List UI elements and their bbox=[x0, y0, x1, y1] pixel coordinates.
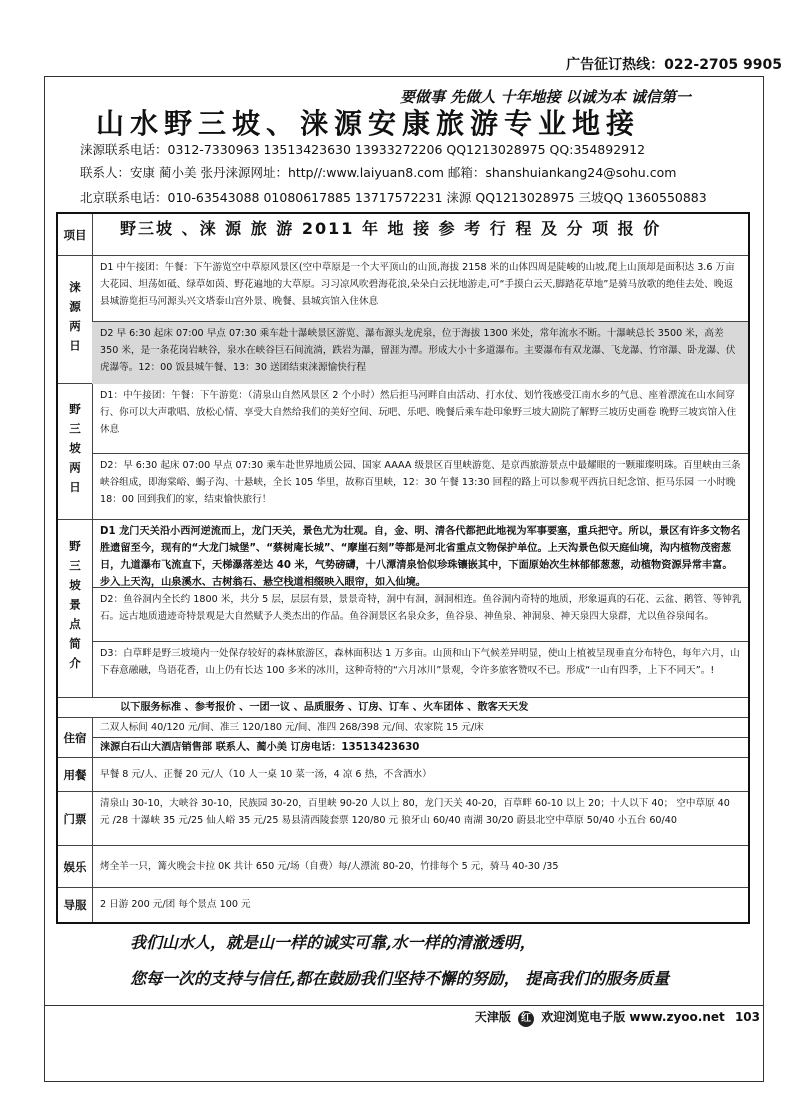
section-label: 涞源两日 bbox=[58, 256, 93, 383]
contact-line-3: 北京联系电话：010-63543088 01080617885 13717572231 涞源 QQ1213028975 三坡QQ 1360550883 bbox=[80, 190, 707, 205]
services-text: 以下服务标准 、参考报价 、一团一议 、品质服务 、订房、订车 、火车团体 、散客天天发 bbox=[120, 702, 529, 713]
page-footer bbox=[475, 1008, 760, 1027]
welcome-text: 欢迎浏览电子版 bbox=[541, 1010, 626, 1024]
contact-line-2: 联系人：安康 蔺小美 张丹涞源网址：http//:www.laiyuan8.com 邮箱：shanshuiankang24@sohu.com bbox=[80, 165, 677, 180]
divider bbox=[44, 1005, 764, 1006]
col-label: 项目 bbox=[58, 214, 93, 255]
contact-line-1: 涞源联系电话：0312-7330963 13513423630 13933272206 QQ1213028975 QQ:354892912 bbox=[80, 142, 646, 157]
footer-slogan-2: 您每一次的支持与信任,都在鼓励我们坚持不懈的努励， 提高我们的服务质量 bbox=[130, 969, 670, 988]
list-item: D2 早 6:30 起床 07:00 早点 07:30 乘车赴十瀑峡景区游览、瀑布源头龙虎泉，位于海拔 1300 米处，常年流水不断。十瀑峡总长 3500 米，高差 350 米，是一条花岗岩峡谷，泉水在峡谷巨石间流淌，跌岩为瀑，留涯为潭。形成大小十多道瀑布。主要瀑布有双龙瀑、飞龙瀑、竹帘瀑、卧龙瀑、伏虎瀑等。12：00 饭县城午餐、13：30 送团结束涞源愉快行程 bbox=[92, 322, 748, 384]
lodging-price: 二双人标间 40/120 元/间、准三 120/180 元/间、准四 268/398 元/间、农家院 15 元/床 bbox=[92, 718, 748, 738]
entertainment-label: 娱乐 bbox=[58, 846, 93, 887]
list-item: D1 龙门天关沿小西河逆流而上，龙门天关，景色尤为壮观。自，金、明、清各代都把此地视为军事要塞，重兵把守。所以，景区有许多文物名胜遗留至今，现有的“大龙门城堡”、“蔡树庵长城”、“摩崖石刻”等都是河北省重点文物保护单位。上天沟景色似天庭仙境，沟内植物茂密葱日，九道瀑布飞流直下，天梯瀑落差达 40 米，气势磅礴，十八潭清泉恰似珍珠镶嵌其中，下面原始次生林郁郁葱葱，动植物资源异常丰富。步入上天沟，山泉溪水、古树翁石、悬空栈道相缀映入眼帘，如入仙境。 bbox=[92, 520, 748, 588]
services-row bbox=[58, 698, 748, 718]
section-yesanpo bbox=[58, 384, 748, 520]
itinerary-table bbox=[56, 212, 750, 924]
edition-label: 天津版 bbox=[474, 1010, 511, 1024]
tickets-row bbox=[58, 792, 748, 846]
list-item: D2：鱼谷洞内全长约 1800 米，共分 5 层，层层有景，景景奇特，洞中有洞，洞洞相连。鱼谷洞内奇特的地质，形象逼真的石花、云盆、鹅管、等钟乳石。远古地质遗迹奇特景观是大自然赋予人类杰出的作品。鱼谷洞景区名泉众多，鱼谷泉、神鱼泉、神洞泉、神天泉四大泉群，尤以鱼谷泉闻名。 bbox=[92, 588, 748, 642]
list-item: D2：早 6:30 起床 07:00 早点 07:30 乘车赴世界地质公园、国家 AAAA 级景区百里峡游览、是京西旅游景点中最耀眼的一颗璀璨明珠。百里峡由三条峡谷组成，即海棠峪、蝎子沟、十悬峡，全长 105 华里，故称百里峡，12：30 午餐 13:30 回程的路上可以参观平西抗日纪念馆、拒马乐园 一小时晚 18：00 回到我们的家，结束愉快旅行！ bbox=[100, 460, 741, 505]
list-item: D1：中午接团：午餐：下午游览：（清泉山自然风景区 2 个小时）然后拒马河畔自由活动、打水仗、划竹筏感受江南水乡的气息、座着漂流在山水间穿行、你可以大声歌唱、放松心情、享受大自然给我们的美好空间、玩吧、乐吧、晚餐后乘车赴印象野三坡大剧院了解野三坡历史画卷 晚野三坡宾馆入住休息 bbox=[92, 384, 748, 454]
guide-text: 2 日游 200 元/团 每个景点 100 元 bbox=[100, 899, 251, 910]
slogan: 要做事 先做人 十年地接 以诚为本 诚信第一 bbox=[400, 88, 691, 106]
list-item: D1 中午接团：午餐：下午游览空中草原风景区(空中草原是一个大平顶山的山顶,海拔 2158 米的山体四周是陡峻的山坡,爬上山顶却是面积达 3.6 万亩大花园、坦荡如砥、绿草如茵、野花遍地的大草原。习习凉风吹碧海花浪,朵朵白云抚地游走,可“手摸白云天,脚踏花草地”是骑马放歌的绝佳去处、晚返县城游览拒马河源头兴文塔泰山宫外景、晚餐、县城宾馆入住休息 bbox=[92, 256, 748, 322]
section-scenic bbox=[58, 520, 748, 698]
meals-row bbox=[58, 758, 748, 792]
meals-label: 用餐 bbox=[58, 758, 93, 791]
table-header: 野三坡 、涞 源 旅 游 2011 年 地 接 参 考 行 程 及 分 项 报 价 bbox=[120, 219, 662, 238]
site-url[interactable]: www.zyoo.net bbox=[629, 1010, 725, 1024]
section-label: 野三坡两日 bbox=[58, 384, 93, 519]
guide-row bbox=[58, 888, 748, 922]
footer-slogan-1: 我们山水人，就是山一样的诚实可靠,水一样的清澈透明， bbox=[130, 933, 536, 952]
entertainment-row bbox=[58, 846, 748, 888]
section-laiyuan bbox=[58, 256, 748, 384]
tickets-text: 清泉山 30-10，大峡谷 30-10，民族园 30-20，百里峡 90-20 人以上 80，龙门天关 40-20，百草畔 60-10 以上 20；十人以下 40； 空中草原 40 元 /28 十瀑峡 35 元/25 仙人峪 35 元/25 易县清西陵套票 120/80 元 狼牙山 60/40 南湖 30/20 蔚县北空中草原 50/40 小五台 60/40 bbox=[100, 798, 730, 826]
guide-label: 导服 bbox=[58, 888, 93, 922]
page-title: 山水野三坡、涞源安康旅游专业地接 bbox=[96, 107, 641, 140]
lodging-row bbox=[58, 718, 748, 758]
tickets-label: 门票 bbox=[58, 792, 93, 845]
page-number: 103 bbox=[734, 1010, 760, 1024]
lodging-label: 住宿 bbox=[58, 718, 93, 757]
meals-text: 早餐 8 元/人、正餐 20 元/人（10 人一桌 10 菜一汤，4 凉 6 热，不含酒水） bbox=[100, 769, 432, 780]
edition-badge: 红 bbox=[518, 1011, 534, 1027]
table-header-row bbox=[58, 214, 748, 256]
entertainment-text: 烤全羊一只，篝火晚会卡拉 0K 共计 650 元/场（自费）每/人漂流 80-20，竹排每个 5 元，骑马 40-30 /35 bbox=[100, 861, 559, 872]
list-item: D3：白草畔是野三坡境内一处保存较好的森林旅游区，森林面积达 1 万多亩。山顶和山下气候差异明显，使山上植被呈现垂直分布特色，每年六月，山下春意融融，鸟语花香，山上仍有长达 100 多米的冰川，这种奇特的“六月冰川”景观，令许多旅客赞叹不已。形成“一山有四季，上下不同天”。! bbox=[100, 648, 740, 676]
section-label: 野三坡景点简介 bbox=[58, 520, 93, 697]
ad-hotline: 广告征订热线：022-2705 9905 bbox=[566, 57, 782, 73]
lodging-contact: 涞源白石山大酒店销售部 联系人、蔺小美 订房电话：13513423630 bbox=[100, 742, 420, 753]
